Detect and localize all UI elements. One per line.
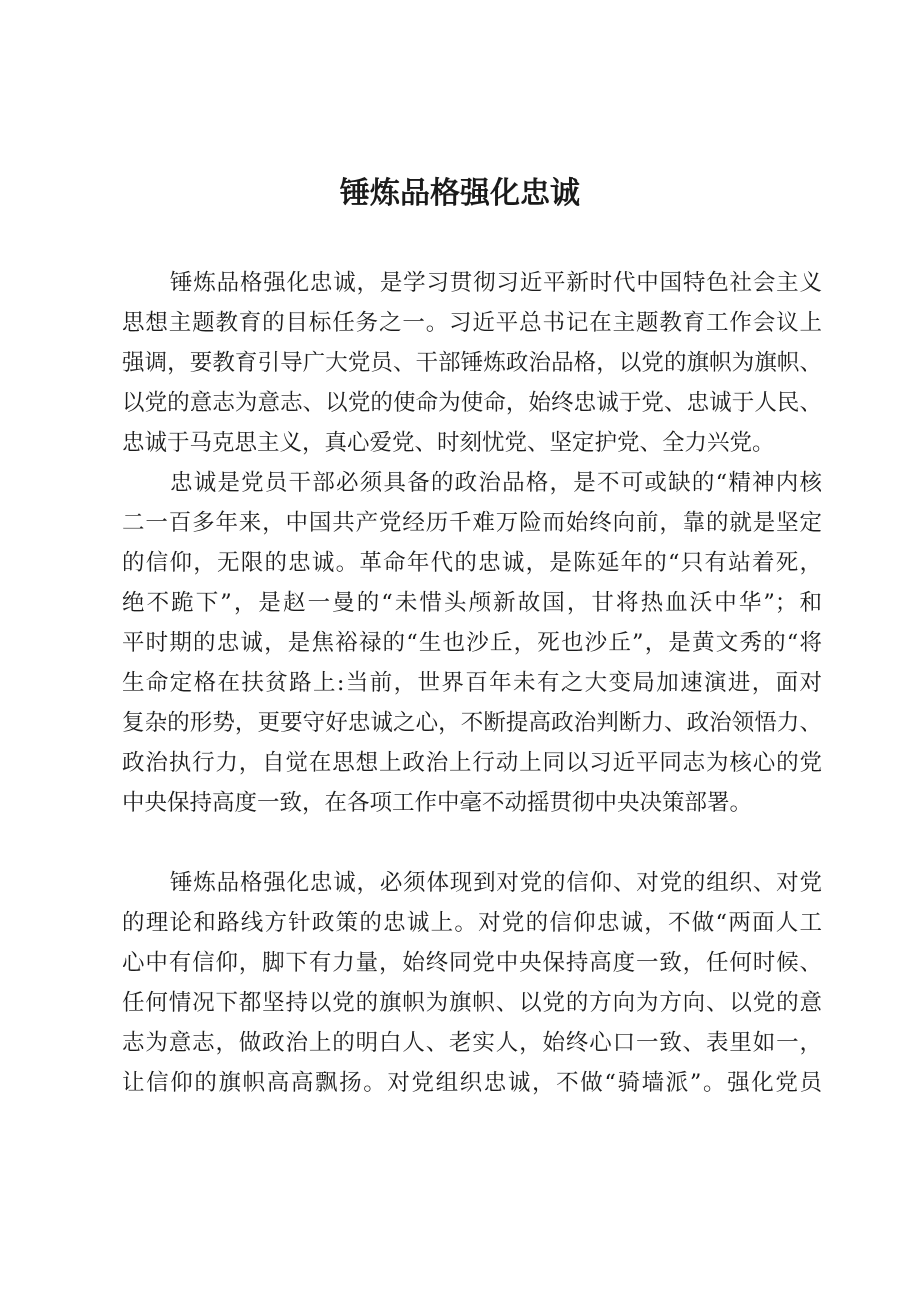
paragraph-2-line-6: 生命定格在扶贫路上:当前，世界百年未有之大变局加速演进，面对 — [122, 670, 822, 696]
paragraph-1-line-2: 思想主题教育的目标任务之一。习近平总书记在主题教育工作会议上 — [122, 310, 822, 336]
paragraph-2-line-3: 的信仰，无限的忠诚。革命年代的忠诚，是陈延年的“只有站着死， — [122, 550, 822, 576]
paragraph-1-line-3: 强调，要教育引导广大党员、干部锤炼政治品格，以党的旗帜为旗帜、 — [122, 350, 822, 376]
paragraph-1-line-4: 以党的意志为意志、以党的使命为使命，始终忠诚于党、忠诚于人民、 — [122, 390, 822, 416]
paragraph-1-line-5: 忠诚于马克思主义，真心爱党、时刻忧党、坚定护党、全力兴党。 — [122, 430, 775, 456]
paragraph-3-line-2: 的理论和路线方针政策的忠诚上。对党的信仰忠诚，不做“两面人工 — [122, 910, 822, 936]
document-title: 锤炼品格强化忠诚 — [340, 176, 580, 211]
paragraph-1-line-1: 锤炼品格强化忠诚，是学习贯彻习近平新时代中国特色社会主义 — [170, 270, 822, 296]
paragraph-2-line-1: 忠诚是党员干部必须具备的政治品格，是不可或缺的“精神内核 — [170, 470, 822, 496]
paragraph-2-line-4: 绝不跪下”，是赵一曼的“未惜头颅新故国，甘将热血沃中华”；和 — [122, 590, 822, 616]
paragraph-2-line-2: 二一百多年来，中国共产党经历千难万险而始终向前，靠的就是坚定 — [122, 510, 822, 536]
paragraph-3-line-6: 让信仰的旗帜高高飘扬。对党组织忠诚，不做“骑墙派”。强化党员 — [122, 1070, 822, 1096]
paragraph-2-line-8: 政治执行力，自觉在思想上政治上行动上同以习近平同志为核心的党 — [122, 750, 822, 776]
paragraph-3-line-3: 心中有信仰，脚下有力量，始终同党中央保持高度一致，任何时候、 — [122, 950, 822, 976]
paragraph-3-line-4: 任何情况下都坚持以党的旗帜为旗帜、以党的方向为方向、以党的意 — [122, 990, 822, 1016]
paragraph-2-line-7: 复杂的形势，更要守好忠诚之心，不断提高政治判断力、政治领悟力、 — [122, 710, 822, 736]
paragraph-2-line-5: 平时期的忠诚，是焦裕禄的“生也沙丘，死也沙丘”，是黄文秀的“将 — [122, 630, 822, 656]
paragraph-2-line-9: 中央保持高度一致，在各项工作中毫不动摇贯彻中央决策部署。 — [122, 790, 753, 816]
paragraph-3-line-1: 锤炼品格强化忠诚，必须体现到对党的信仰、对党的组织、对党 — [170, 870, 822, 896]
paragraph-3-line-5: 志为意志，做政治上的明白人、老实人，始终心口一致、表里如一， — [122, 1030, 822, 1056]
